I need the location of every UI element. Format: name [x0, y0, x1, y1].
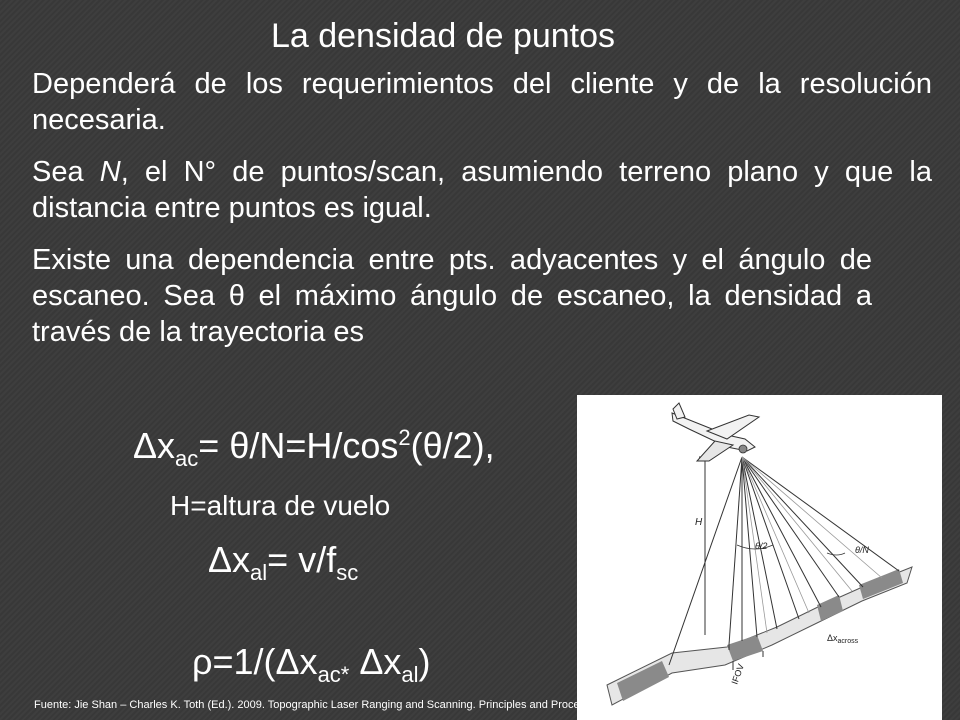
- equation-along-track: [208, 538, 359, 586]
- eq-subscript: ac: [175, 446, 199, 472]
- equation-across-track: [133, 424, 495, 472]
- height-label: H: [695, 517, 703, 528]
- equation-point-density: [192, 640, 431, 688]
- angle-step-label: θ/N: [855, 545, 869, 555]
- across-label: [827, 633, 859, 645]
- eq-term: Δx: [208, 539, 251, 580]
- variable-n: N: [99, 156, 121, 188]
- paragraph-part: Sea: [32, 156, 100, 188]
- eq-subscript: al: [401, 662, 419, 688]
- paragraph-requirements: Dependerá de los requerimientos del cliente y de la resolución necesaria.: [32, 68, 932, 136]
- across-label-sub: across: [837, 638, 859, 645]
- eq-subscript: al: [250, 560, 268, 586]
- slide-title: La densidad de puntos: [270, 17, 616, 55]
- eq-term: ): [418, 641, 431, 682]
- half-angle-label: θ/2: [755, 541, 768, 551]
- eq-term: = θ/N=H/cos: [198, 425, 399, 466]
- footprint-patch: [859, 569, 903, 599]
- eq-term: Δx: [349, 641, 402, 682]
- footprint-patch: [727, 635, 763, 661]
- angle-arc: [827, 553, 845, 555]
- eq-term: Δx: [133, 425, 176, 466]
- eq-superscript: 2: [398, 425, 411, 450]
- eq-term: ρ=1/(Δx: [192, 641, 318, 682]
- airplane-icon: [672, 403, 759, 461]
- eq-term: = v/f: [267, 539, 337, 580]
- eq-term: (θ/2),: [410, 425, 495, 466]
- eq-subscript: ac*: [317, 662, 350, 688]
- paragraph-part: , el N° de puntos/scan, asumiendo terreno plano y que la distancia entre puntos es igual.: [32, 156, 932, 224]
- ifov-label: IFOV: [729, 662, 747, 686]
- lidar-scan-diagram: [577, 395, 942, 720]
- paragraph-scan-angle: Existe una dependencia entre pts. adyacentes y el ángulo de escaneo. Sea θ el máximo ángulo de escaneo, la densidad a través de la trayectoria es: [32, 244, 872, 348]
- lidar-scan-figure: [577, 395, 942, 720]
- paragraph-points-per-scan: [32, 154, 932, 226]
- eq-subscript: sc: [336, 560, 359, 586]
- equation-flight-height: H=altura de vuelo: [170, 490, 391, 521]
- across-label-main: Δx: [827, 633, 838, 643]
- source-citation: Fuente: Jie Shan – Charles K. Toth (Ed.). 2009. Topographic Laser Ranging and Scanning. Principles and Processing.: [34, 699, 609, 711]
